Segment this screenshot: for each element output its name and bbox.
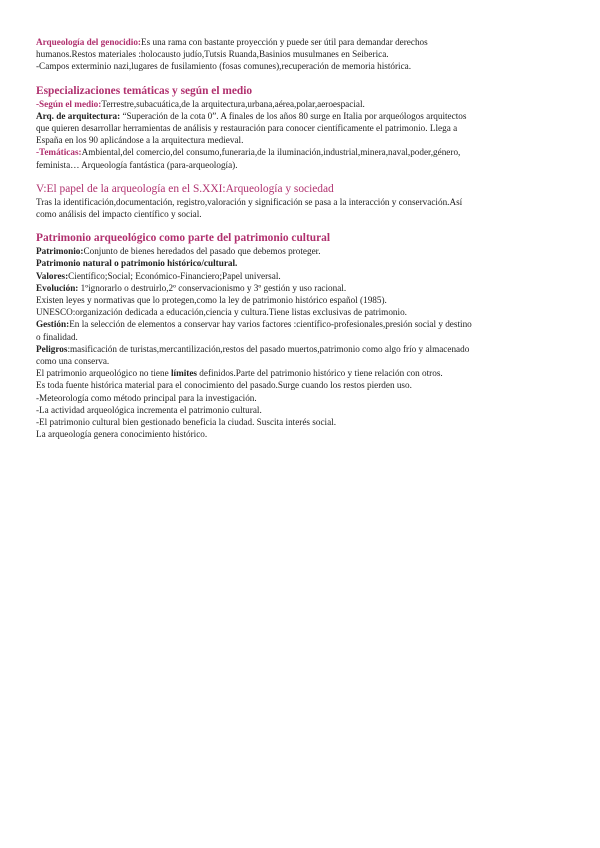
peligros-line-1 — [36, 343, 556, 355]
gestion-text-1: En la selección de elementos a conservar hay varios factores :científico-profesionales,presión social y destino — [69, 319, 472, 330]
patrimonio-def-text: Conjunto de bienes heredados del pasado que debemos proteger. — [83, 246, 321, 257]
medio-line — [36, 98, 556, 110]
valores-label: Valores: — [36, 270, 69, 281]
conocimiento-line: La arqueología genera conocimiento histórico. — [36, 429, 208, 440]
especializaciones-heading: Especializaciones temáticas y según el medio — [36, 84, 253, 97]
fuente-line: Es toda fuente histórica material para el conocimiento del pasado.Surge cuando los restos pierden uso. — [36, 380, 412, 391]
arq-text-1: “Superación de la cota 0”. A finales de los años 80 surge en Italia por arqueólogos arquitectos — [120, 110, 467, 121]
limites-pre: El patrimonio arqueológico no tiene — [36, 368, 171, 379]
genocidio-label: Arqueología del genocidio: — [36, 37, 141, 47]
evolucion-label: Evolución: — [36, 282, 79, 293]
papel-line-2: como análisis del impacto científico y social. — [36, 209, 202, 220]
document-body — [36, 36, 556, 440]
genocidio-line-1 — [36, 36, 556, 48]
genocidio-text-1: Es una rama con bastante proyección y puede ser útil para demandar derechos — [140, 37, 428, 47]
evolucion-text: 1ºignorarlo o destruirlo,2º conservacionismo y 3º gestión y uso racional. — [78, 282, 347, 293]
patrimonio-natural-line: Patrimonio natural o patrimonio histórico/cultural. — [36, 258, 238, 269]
peligros-label: Peligros — [36, 343, 68, 354]
papel-heading: V:El papel de la arqueología en el S.XXI:Arqueología y sociedad — [36, 182, 334, 195]
spacer — [36, 220, 556, 231]
tematicas-text-1: Ambiental,del comercio,del consumo,funeraria,de la iluminación,industrial,minera,naval,poder,género, — [81, 147, 461, 158]
gestion-line-1 — [36, 318, 556, 330]
limites-line — [36, 367, 556, 379]
genocidio-line-2: humanos.Restos materiales :holocausto judío,Tutsis Ruanda,Basinios musulmanes en Seiberica. — [36, 49, 389, 60]
leyes-line: Existen leyes y normativas que lo protegen,como la ley de patrimonio histórico español (1985). — [36, 295, 387, 306]
genocidio-line-3: -Campos exterminio nazi,lugares de fusilamiento (fosas comunes),recuperación de memoria histórica. — [36, 61, 412, 72]
arq-line-1 — [36, 110, 556, 122]
valores-line — [36, 270, 556, 282]
arq-label: Arq. de arquitectura: — [36, 110, 121, 121]
gestionado-line: -El patrimonio cultural bien gestionado beneficia la ciudad. Suscita interés social. — [36, 417, 337, 428]
patrimonio-def-line — [36, 245, 556, 257]
medio-label: -Según el medio: — [36, 98, 102, 109]
patrimonio-def-label: Patrimonio: — [36, 246, 84, 257]
medio-text: Terrestre,subacuática,de la arquitectura,urbana,aérea,polar,aeroespacial. — [101, 98, 365, 109]
tematicas-label: -Temáticas: — [36, 147, 82, 158]
gestion-line-2: o finalidad. — [36, 331, 78, 342]
peligros-text-1: :masificación de turistas,mercantilización,restos del pasado muertos,patrimonio como algo frío y almacenado — [67, 343, 470, 354]
tematicas-line-2: feminista… Arqueología fantástica (para-arqueología). — [36, 159, 238, 170]
unesco-line: UNESCO:organización dedicada a educación,ciencia y cultura.Tiene listas exclusivas de patrimonio. — [36, 307, 407, 318]
gestion-label: Gestión: — [36, 319, 70, 330]
patrimonio-heading: Patrimonio arqueológico como parte del patrimonio cultural — [36, 232, 331, 245]
meteorologia-line: -Meteorología como método principal para la investigación. — [36, 392, 257, 403]
limites-post: definidos.Parte del patrimonio histórico y tiene relación con otros. — [197, 368, 443, 379]
peligros-line-2: como una conserva. — [36, 356, 110, 367]
evolucion-line — [36, 282, 556, 294]
arq-line-2: que quieren desarrollar herramientas de análisis y restauración para conocer científicamente el patrimonio. Llega a — [36, 123, 458, 134]
arq-line-3: España en los 90 aplicándose a la arquitectura medieval. — [36, 135, 244, 146]
actividad-line: -La actividad arqueológica incrementa el patrimonio cultural. — [36, 404, 262, 415]
spacer — [36, 171, 556, 182]
tematicas-line-1 — [36, 146, 556, 158]
papel-line-1: Tras la identificación,documentación, registro,valoración y significación se pasa a la interacción y conservación.Así — [36, 196, 463, 207]
valores-text: Científico;Social; Económico-Financiero;Papel universal. — [68, 270, 281, 281]
limites-bold: límites — [170, 368, 197, 379]
spacer — [36, 73, 556, 84]
